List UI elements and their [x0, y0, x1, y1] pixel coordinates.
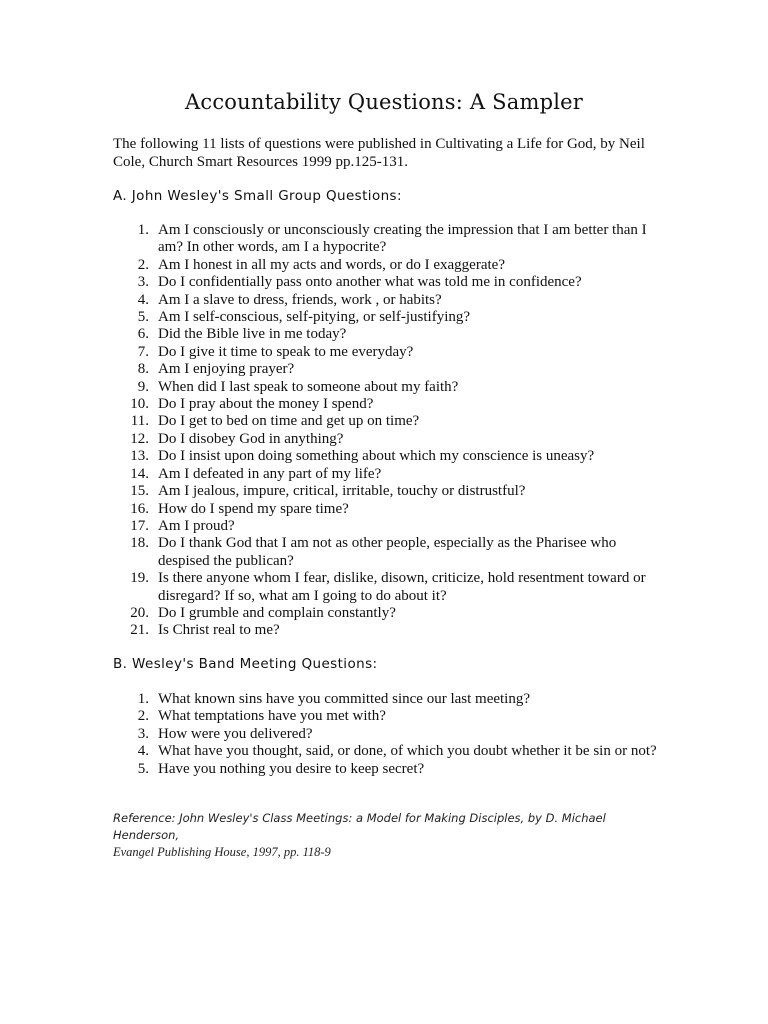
question-item — [113, 309, 658, 326]
question-item — [113, 726, 658, 743]
question-text: How were you delivered? — [158, 725, 313, 742]
question-text: Do I get to bed on time and get up on time? — [158, 413, 420, 430]
question-text: Am I proud? — [158, 517, 235, 534]
question-item — [113, 361, 658, 378]
question-number: 5. — [137, 309, 149, 326]
question-item — [113, 483, 658, 500]
question-text: Is Christ real to me? — [158, 622, 280, 639]
reference-line-1: Reference: John Wesley's Class Meetings: a Model for Making Disciples, by D. Michael Henderson, — [113, 811, 606, 842]
page-title: Accountability Questions: A Sampler — [185, 90, 583, 114]
question-item — [113, 448, 658, 465]
question-item — [113, 257, 658, 274]
question-number: 15. — [130, 483, 149, 500]
question-text: Do I disobey God in anything? — [158, 430, 344, 447]
intro-paragraph: The following 11 lists of questions were published in Cultivating a Life for God, by Neil Cole, Church Smart Resources 1999 pp.125-131. — [113, 136, 645, 170]
section-a-question-list — [113, 222, 658, 640]
question-text: Have you nothing you desire to keep secret? — [158, 760, 425, 777]
question-number: 5. — [137, 760, 149, 777]
question-item — [113, 466, 658, 483]
question-number: 16. — [130, 500, 149, 517]
reference-line-2: Evangel Publishing House, 1997, pp. 118-9 — [113, 845, 331, 859]
question-text: Am I consciously or unconsciously creating the impression that I am better than I am? In other words, am I a hypocrite? — [158, 222, 647, 256]
question-item — [113, 274, 658, 291]
question-item — [113, 222, 658, 257]
question-item — [113, 535, 658, 570]
question-number: 6. — [137, 326, 149, 343]
question-number: 20. — [130, 604, 149, 621]
question-item — [113, 691, 658, 708]
question-number: 2. — [137, 708, 149, 725]
question-item — [113, 326, 658, 343]
question-number: 3. — [137, 274, 149, 291]
section-a-heading: A. John Wesley's Small Group Questions: — [113, 188, 402, 204]
question-item — [113, 396, 658, 413]
question-text: Am I jealous, impure, critical, irritable, touchy or distrustful? — [158, 483, 526, 500]
question-text: Am I self-conscious, self-pitying, or self-justifying? — [158, 309, 471, 326]
question-item — [113, 379, 658, 396]
question-item — [113, 570, 658, 605]
question-number: 21. — [130, 622, 149, 639]
question-text: Is there anyone whom I fear, dislike, disown, criticize, hold resentment toward or disregard? If so, what am I going to do about it? — [158, 570, 646, 604]
question-text: Do I insist upon doing something about which my conscience is uneasy? — [158, 448, 595, 465]
question-number: 11. — [130, 413, 149, 430]
question-text: Do I confidentially pass onto another what was told me in confidence? — [158, 274, 582, 291]
question-item — [113, 708, 658, 725]
question-number: 1. — [137, 691, 149, 707]
question-text: What known sins have you committed since our last meeting? — [158, 691, 530, 707]
question-text: Am I enjoying prayer? — [158, 361, 295, 378]
question-text: What temptations have you met with? — [158, 708, 386, 725]
question-number: 8. — [137, 361, 149, 378]
question-number: 19. — [130, 570, 149, 587]
question-text: Do I thank God that I am not as other people, especially as the Pharisee who despised the publican? — [158, 535, 617, 569]
question-item — [113, 413, 658, 430]
question-text: How do I spend my spare time? — [158, 500, 349, 517]
question-item — [113, 743, 658, 760]
question-number: 2. — [137, 256, 149, 273]
question-number: 14. — [130, 465, 149, 482]
question-number: 18. — [130, 535, 149, 552]
question-item — [113, 501, 658, 518]
question-number: 4. — [137, 291, 149, 308]
question-number: 12. — [130, 430, 149, 447]
question-item — [113, 605, 658, 622]
question-item — [113, 431, 658, 448]
question-text: Do I grumble and complain constantly? — [158, 604, 396, 621]
question-number: 3. — [137, 725, 149, 742]
question-number: 17. — [130, 517, 149, 534]
question-text: Am I a slave to dress, friends, work , or habits? — [158, 291, 442, 308]
question-number: 10. — [130, 396, 149, 413]
question-text: Am I defeated in any part of my life? — [158, 465, 382, 482]
question-text: Do I pray about the money I spend? — [158, 396, 374, 413]
question-item — [113, 518, 658, 535]
question-number: 7. — [137, 343, 149, 360]
question-item — [113, 344, 658, 361]
question-text: Do I give it time to speak to me everyday? — [158, 343, 414, 360]
question-text: Did the Bible live in me today? — [158, 326, 347, 343]
question-number: 13. — [130, 448, 149, 465]
question-number: 1. — [137, 222, 149, 238]
question-text: What have you thought, said, or done, of which you doubt whether it be sin or not? — [158, 743, 657, 760]
section-b-question-list — [113, 691, 658, 778]
question-number: 9. — [137, 378, 149, 395]
question-number: 4. — [137, 743, 149, 760]
section-b-heading: B. Wesley's Band Meeting Questions: — [113, 656, 378, 672]
question-item — [113, 292, 658, 309]
reference-note — [113, 810, 673, 860]
question-item — [113, 622, 658, 639]
question-text: When did I last speak to someone about my faith? — [158, 378, 459, 395]
question-item — [113, 761, 658, 778]
question-text: Am I honest in all my acts and words, or do I exaggerate? — [158, 256, 505, 273]
